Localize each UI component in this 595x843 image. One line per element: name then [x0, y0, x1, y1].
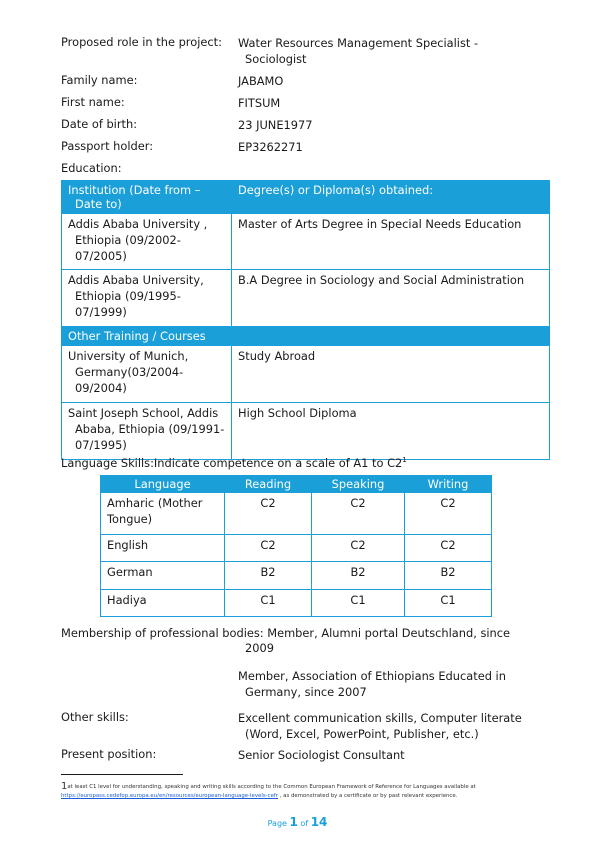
- writing-cell: B2: [405, 562, 492, 590]
- footnote-divider: [61, 774, 183, 775]
- education-header-row: [62, 181, 550, 214]
- footnote-link[interactable]: https://europass.cedefop.europa.eu/en/resources/european-language-levels-cefr: [61, 793, 279, 799]
- table-row: [101, 535, 492, 562]
- membership-line-continued: 2009: [245, 641, 274, 655]
- family-value: JABAMO: [238, 74, 284, 88]
- footnote-reference: 1: [402, 456, 407, 465]
- family-label: Family name:: [61, 73, 138, 87]
- education-header-degree: Degree(s) or Diploma(s) obtained:: [232, 181, 550, 214]
- training-header-row: [62, 327, 550, 346]
- writing-cell: C2: [405, 535, 492, 562]
- training-degree-cell: High School Diploma: [232, 403, 550, 460]
- writing-cell: C1: [405, 590, 492, 617]
- footnote-text: at least C1 level for understanding, speaking and writing skills according to the Common European Framework of Reference for Languages available at: [67, 784, 476, 790]
- page-number: Page 1 of 14: [267, 815, 328, 829]
- language-table: [100, 475, 492, 617]
- first-name-value: FITSUM: [238, 96, 281, 110]
- speaking-cell: C2: [312, 535, 405, 562]
- other-skills-label: Other skills:: [61, 710, 129, 724]
- reading-cell: C2: [225, 493, 312, 535]
- training-degree-cell: Study Abroad: [232, 346, 550, 403]
- speaking-cell: C2: [312, 493, 405, 535]
- language-name-cell: Amharic (Mother Tongue): [101, 493, 225, 535]
- membership-second-value: Member, Association of Ethiopians Educated in Germany, since 2007: [238, 669, 506, 699]
- education-institution-cell: Addis Ababa University , Ethiopia (09/2002-07/2005): [62, 214, 232, 270]
- other-skills-value: Excellent communication skills, Computer literate (Word, Excel, PowerPoint, Publisher, etc.): [238, 711, 522, 741]
- reading-cell: C1: [225, 590, 312, 617]
- present-position-label: Present position:: [61, 747, 157, 761]
- speaking-cell: C1: [312, 590, 405, 617]
- speaking-cell: B2: [312, 562, 405, 590]
- passport-label: Passport holder:: [61, 139, 154, 153]
- writing-cell: C2: [405, 493, 492, 535]
- footnote-number: 1: [61, 781, 68, 792]
- language-name-cell: German: [101, 562, 225, 590]
- table-row: [101, 590, 492, 617]
- role-value: Water Resources Management Specialist - Sociologist: [238, 36, 479, 66]
- table-row: [101, 562, 492, 590]
- training-institution-cell: University of Munich, Germany(03/2004-09/2004): [62, 346, 232, 403]
- language-name-cell: English: [101, 535, 225, 562]
- language-intro: Language Skills:Indicate competence on a scale of A1 to $C2^1$: [61, 456, 407, 470]
- membership-line: Membership of professional bodies: Member, Alumni portal Deutschland, since: [61, 626, 511, 640]
- membership-row: [61, 626, 551, 655]
- table-row: [62, 403, 550, 460]
- language-header-reading: Reading: [225, 476, 312, 493]
- language-header-speaking: Speaking: [312, 476, 405, 493]
- language-header-row: [101, 476, 492, 493]
- education-table: [61, 180, 550, 460]
- role-label: Proposed role in the project:: [61, 35, 222, 49]
- table-row: [101, 493, 492, 535]
- table-row: [62, 270, 550, 327]
- education-header-institution: Institution (Date from – Date to): [62, 181, 232, 214]
- passport-value: EP3262271: [238, 140, 303, 154]
- total-pages: 14: [310, 815, 328, 829]
- language-header-language: Language: [101, 476, 225, 493]
- current-page: 1: [289, 815, 298, 829]
- education-label: Education:: [61, 161, 122, 175]
- education-institution-cell: Addis Ababa University, Ethiopia (09/1995-07/1999): [62, 270, 232, 327]
- education-degree-cell: Master of Arts Degree in Special Needs Education: [232, 214, 550, 270]
- first-name-label: First name:: [61, 95, 125, 109]
- table-row: [62, 346, 550, 403]
- dob-label: Date of birth:: [61, 117, 138, 131]
- footnote-text-after: , as demonstrated by a certificate or by past relevant experience.: [279, 793, 458, 799]
- training-header: Other Training / Courses: [62, 327, 550, 346]
- language-header-writing: Writing: [405, 476, 492, 493]
- footnote: [61, 782, 541, 801]
- reading-cell: C2: [225, 535, 312, 562]
- education-degree-cell: B.A Degree in Sociology and Social Administration: [232, 270, 550, 327]
- dob-value: 23 JUNE1977: [238, 118, 313, 132]
- table-row: [62, 214, 550, 270]
- training-institution-cell: Saint Joseph School, Addis Ababa, Ethiopia (09/1991-07/1995): [62, 403, 232, 460]
- language-name-cell: Hadiya: [101, 590, 225, 617]
- present-position-value: Senior Sociologist Consultant: [238, 748, 405, 762]
- reading-cell: B2: [225, 562, 312, 590]
